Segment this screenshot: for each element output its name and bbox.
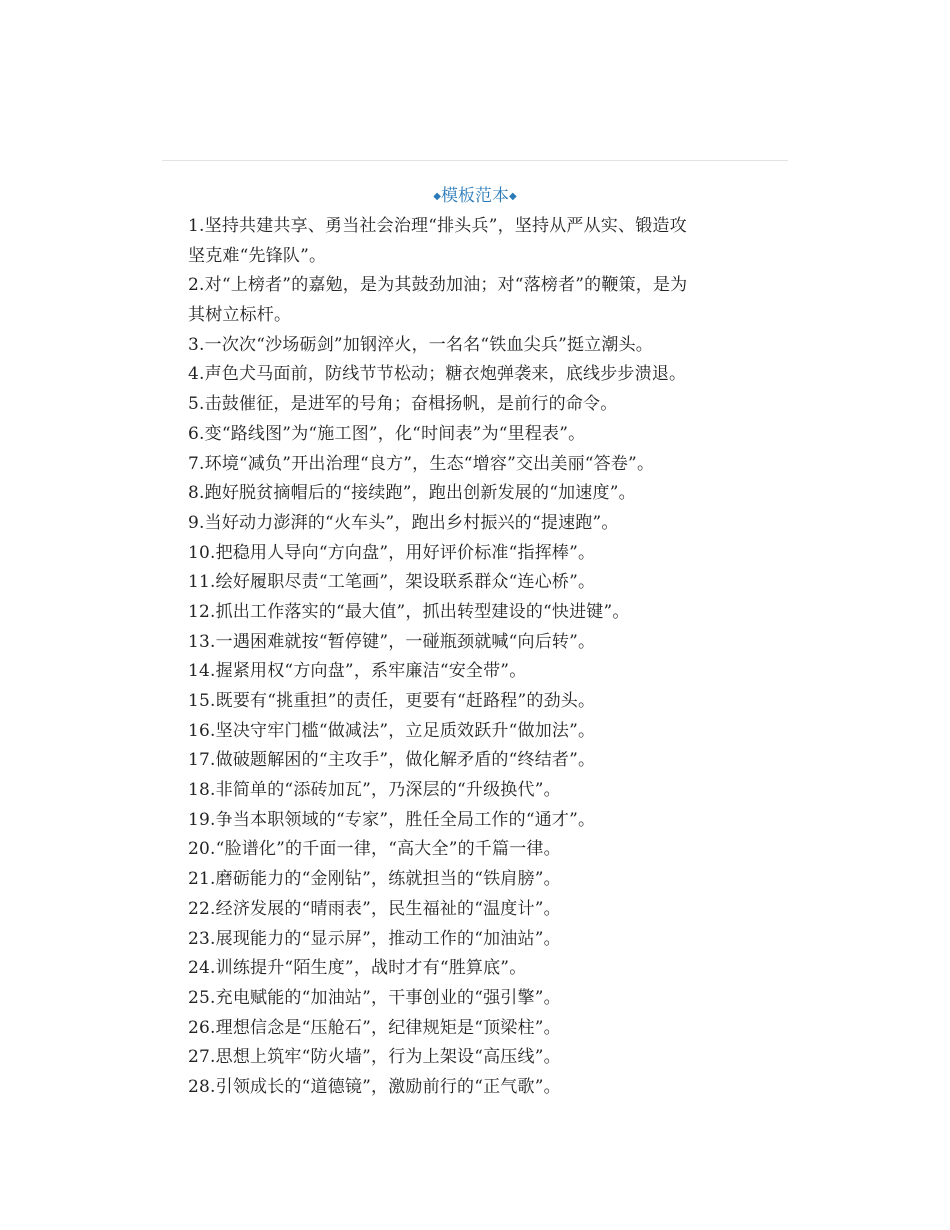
- text-line: 11.绘好履职尽责“工笔画”，架设联系群众“连心桥”。: [188, 572, 596, 593]
- document-body: [188, 212, 768, 1103]
- text-line: 13.一遇困难就按“暂停键”，一碰瓶颈就喊“向后转”。: [188, 631, 596, 652]
- text-line: 23.展现能力的“显示屏”，推动工作的“加油站”。: [188, 928, 561, 949]
- title-diamond-right-icon: ◆: [509, 191, 517, 202]
- top-divider: [162, 160, 788, 161]
- text-line: 3.一次次“沙场砺剑”加钢淬火，一名名“铁血尖兵”挺立潮头。: [188, 334, 653, 355]
- text-line: 5.击鼓催征，是进军的号角；奋楫扬帆，是前行的命令。: [188, 394, 618, 415]
- text-line: 25.充电赋能的“加油站”，干事创业的“强引擎”。: [188, 987, 561, 1008]
- text-line: 其树立标杆。: [188, 305, 292, 326]
- text-line: 18.非简单的“添砖加瓦”，乃深层的“升级换代”。: [188, 780, 561, 801]
- text-line: 14.握紧用权“方向盘”，系牢廉洁“安全带”。: [188, 661, 527, 682]
- text-line: 10.把稳用人导向“方向盘”，用好评价标准“指挥棒”。: [188, 542, 596, 563]
- text-line: 4.声色犬马面前，防线节节松动；糖衣炮弹袭来，底线步步溃退。: [188, 364, 687, 385]
- text-line: 1.坚持共建共享、勇当社会治理“排头兵”，坚持从严从实、锻造攻: [188, 216, 687, 236]
- text-line: 19.争当本职领域的“专家”，胜任全局工作的“通才”。: [188, 809, 596, 830]
- text-line: 2.对“上榜者”的嘉勉，是为其鼓劲加油；对“落榜者”的鞭策，是为: [188, 275, 688, 296]
- text-line: 22.经济发展的“晴雨表”，民生福祉的“温度计”。: [188, 898, 561, 919]
- text-line: 17.做破题解困的“主攻手”，做化解矛盾的“终结者”。: [188, 750, 596, 771]
- text-line: 24.训练提升“陌生度”，战时才有“胜算底”。: [188, 958, 527, 979]
- text-line: 6.变“路线图”为“施工图”，化“时间表”为“里程表”。: [188, 423, 586, 444]
- text-line: 9.当好动力澎湃的“火车头”，跑出乡村振兴的“提速跑”。: [188, 512, 619, 533]
- title-diamond-left-icon: ◆: [433, 191, 441, 202]
- text-line: 26.理想信念是“压舱石”，纪律规矩是“顶梁柱”。: [188, 1017, 561, 1038]
- text-line: 坚克难“先锋队”。: [188, 245, 327, 266]
- text-line: 20.“脸谱化”的千面一律，“高大全”的千篇一律。: [188, 839, 561, 860]
- text-line: 16.坚决守牢门槛“做减法”，立足质效跃升“做加法”。: [188, 720, 596, 741]
- text-line: 27.思想上筑牢“防火墙”，行为上架设“高压线”。: [188, 1047, 561, 1068]
- text-line: 28.引领成长的“道德镜”，激励前行的“正气歌”。: [188, 1076, 561, 1097]
- text-line: 21.磨砺能力的“金刚钻”，练就担当的“铁肩膀”。: [188, 869, 561, 890]
- title-text: 模板范本: [441, 186, 509, 206]
- text-line: 12.抓出工作落实的“最大值”，抓出转型建设的“快进键”。: [188, 601, 630, 622]
- text-line: 7.环境“减负”开出治理“良方”，生态“增容”交出美丽“答卷”。: [188, 453, 655, 474]
- text-line: 15.既要有“挑重担”的责任，更要有“赶路程”的劲头。: [188, 691, 596, 711]
- document-title: [162, 184, 788, 209]
- text-line: 8.跑好脱贫摘帽后的“接续跑”，跑出创新发展的“加速度”。: [188, 483, 636, 504]
